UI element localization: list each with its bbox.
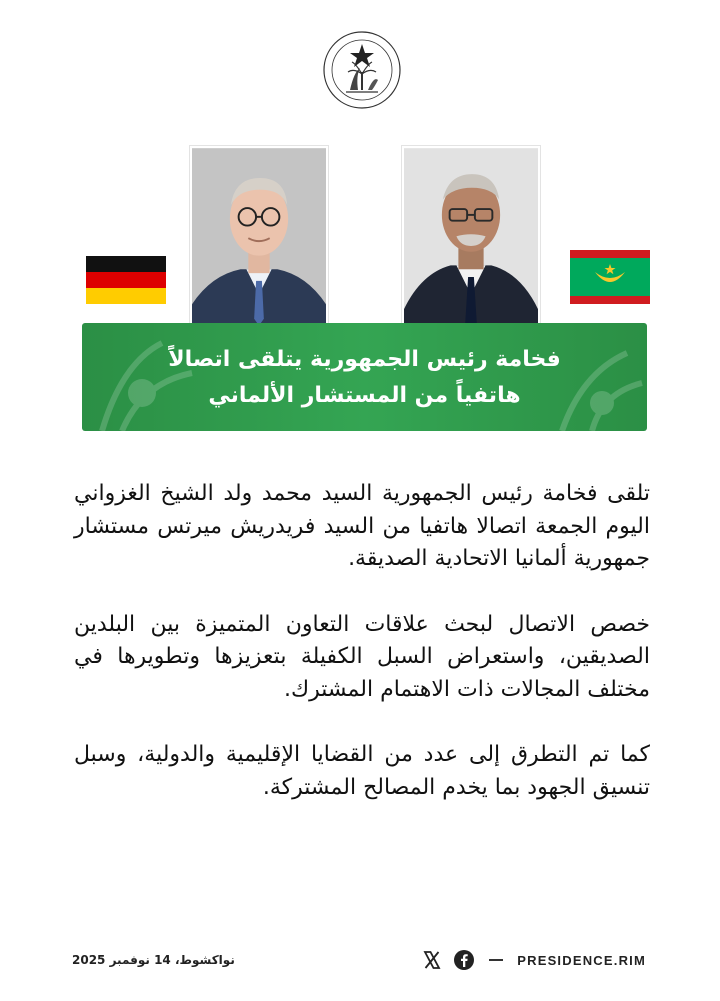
paragraph-2: خصص الاتصال لبحث علاقات التعاون المتميزة بين البلدين الصديقين، واستعراض السبل الكفيلة بتعزيزها وتطويرها في مختلف المجالات ذات الاهتمام المشترك.	[74, 611, 650, 702]
germany-flag	[86, 256, 166, 304]
article-body	[74, 478, 650, 837]
social-footer	[421, 948, 646, 972]
paragraph-1: تلقى فخامة رئيس الجمهورية السيد محمد ولد الشيخ الغزواني اليوم الجمعة اتصالا هاتفيا من السيد فريدريش ميرتس مستشار جمهورية ألمانيا الاتحادية الصديقة.	[74, 481, 650, 571]
dateline: نواكشوط، 14 نوفمبر 2025	[72, 953, 235, 967]
x-icon[interactable]	[421, 949, 443, 971]
paragraph-3: كما تم التطرق إلى عدد من القضايا الإقليمية والدولية، وسبل تنسيق الجهود بما يخدم المصالح المشتركة.	[74, 742, 650, 800]
portrait-german-chancellor	[190, 146, 328, 343]
separator-dash	[489, 959, 503, 961]
website-label[interactable]: PRESIDENCE.RIM	[517, 952, 646, 968]
portrait-mauritanian-president	[402, 146, 540, 343]
headline-line-1: فخامة رئيس الجمهورية يتلقى اتصالاً	[168, 347, 561, 372]
headline-banner	[82, 323, 647, 431]
mauritania-flag	[570, 250, 650, 304]
palm-pattern-icon	[82, 323, 647, 431]
headline-line-2: هاتفياً من المستشار الألماني	[208, 383, 521, 408]
presidency-seal-icon	[320, 28, 404, 112]
facebook-icon[interactable]	[453, 949, 475, 971]
